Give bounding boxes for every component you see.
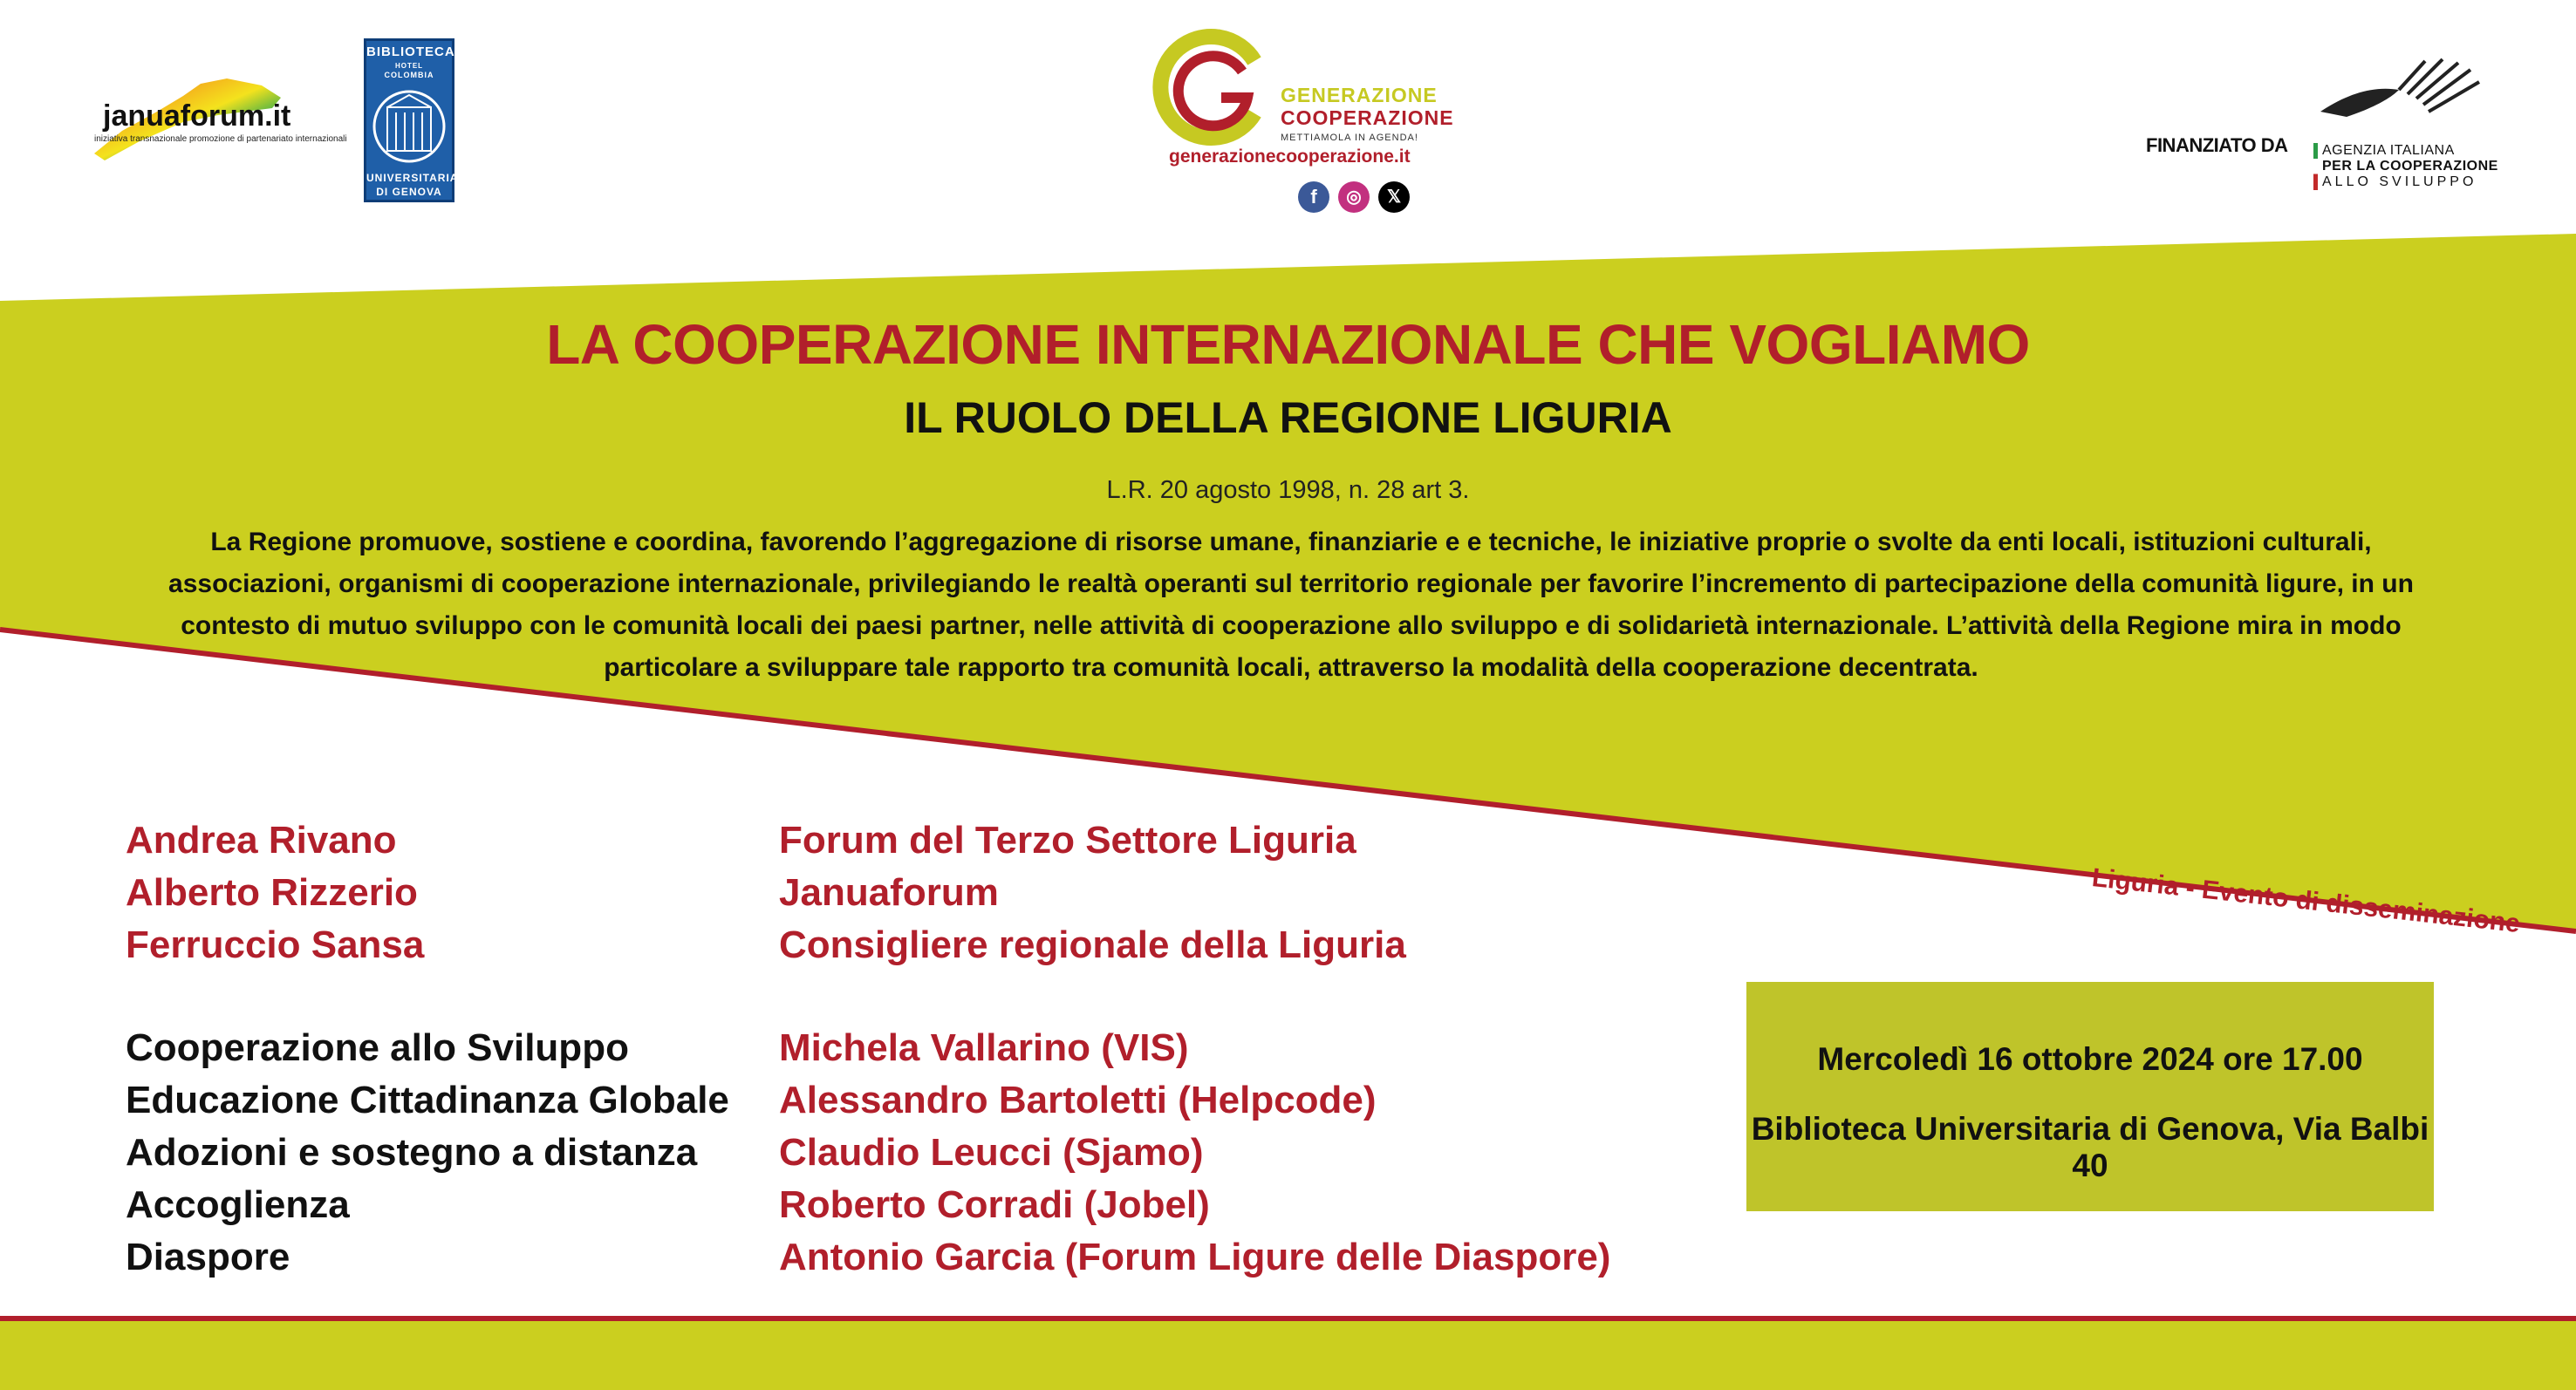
event-tagline: Liguria - Evento di disseminazione bbox=[2090, 863, 2522, 939]
speaker-name: Alberto Rizzerio bbox=[126, 871, 418, 914]
funded-by-label: FINANZIATO DA bbox=[2146, 134, 2288, 156]
biblio-logo-line: COLOMBIA bbox=[384, 71, 434, 79]
building-icon bbox=[366, 83, 452, 170]
speaker-role: Consigliere regionale della Liguria bbox=[779, 923, 1406, 966]
biblio-logo-line: UNIVERSITARIA bbox=[366, 172, 459, 184]
speaker-role: Januaforum bbox=[779, 871, 999, 914]
description-paragraph bbox=[122, 521, 2460, 689]
januaforum-logo-text: januaforum.it bbox=[103, 99, 291, 133]
presenter-list bbox=[779, 1022, 1610, 1284]
speaker-name: Ferruccio Sansa bbox=[126, 923, 425, 966]
speaker-role: Forum del Terzo Settore Liguria bbox=[779, 819, 1356, 862]
biblio-logo-line: DI GENOVA bbox=[376, 186, 442, 198]
gc-logo-line3: METTIAMOLA IN AGENDA! bbox=[1281, 133, 1418, 143]
aics-logo-line2: PER LA COOPERAZIONE bbox=[2322, 159, 2498, 174]
instagram-icon[interactable]: ◎ bbox=[1338, 181, 1370, 213]
gc-logo-line1: GENERAZIONE bbox=[1281, 84, 1438, 106]
aics-logo bbox=[2312, 51, 2498, 190]
presenter-item: Claudio Leucci (Sjamo) bbox=[779, 1131, 1204, 1174]
speaker-roles bbox=[779, 814, 1406, 971]
speaker-names bbox=[126, 814, 424, 971]
presenter-item: Alessandro Bartoletti (Helpcode) bbox=[779, 1079, 1377, 1121]
paragraph-line: La Regione promuove, sostiene e coordina, favorendo l’aggregazione di risorse umane, finanziarie e e tecniche, le iniziative proprie o svolte da enti locali, istituzioni culturali, bbox=[210, 528, 2372, 556]
januaforum-logo-subtitle: iniziativa transnazionale promozione di partenariato internazionali bbox=[94, 134, 347, 144]
italian-flag-stripe bbox=[2313, 143, 2318, 190]
dove-icon bbox=[2312, 51, 2486, 138]
paragraph-line: associazioni, organismi di cooperazione internazionale, privilegiando le realtà operanti sul territorio regionale per favorire l’incremento di partecipazione della comunità ligure, in un bbox=[168, 569, 2414, 598]
page-title: LA COOPERAZIONE INTERNAZIONALE CHE VOGLIAMO bbox=[546, 313, 2030, 376]
topic-item: Cooperazione allo Sviluppo bbox=[126, 1026, 629, 1069]
gc-website-link[interactable]: generazionecooperazione.it bbox=[1169, 146, 1411, 167]
presenter-item: Roberto Corradi (Jobel) bbox=[779, 1183, 1210, 1226]
topic-item: Adozioni e sostegno a distanza bbox=[126, 1131, 698, 1174]
aics-logo-line3: ALLO SVILUPPO bbox=[2322, 174, 2477, 189]
facebook-icon[interactable]: f bbox=[1298, 181, 1329, 213]
topic-item: Accoglienza bbox=[126, 1183, 350, 1226]
speaker-name: Andrea Rivano bbox=[126, 819, 397, 862]
biblioteca-universitaria-logo bbox=[364, 38, 459, 202]
gc-logo-line2: COOPERAZIONE bbox=[1281, 106, 1454, 129]
paragraph-line: contesto di mutuo sviluppo con le comunità locali dei paesi partner, nelle attività di cooperazione allo sviluppo e di solidarietà internazionale. L’attività della Regione mira in modo bbox=[181, 611, 2402, 640]
event-date: Mercoledì 16 ottobre 2024 ore 17.00 bbox=[1817, 1041, 2363, 1077]
footer-band bbox=[0, 1318, 2576, 1390]
januaforum-logo bbox=[87, 70, 347, 166]
generazione-cooperazione-logo bbox=[1151, 26, 1454, 174]
biblio-logo-line: BIBLIOTECA bbox=[366, 44, 455, 59]
paragraph-line: particolare a sviluppare tale rapporto tra comunità locali, attraverso la modalità della cooperazione decentrata. bbox=[604, 653, 1978, 682]
x-icon[interactable]: 𝕏 bbox=[1378, 181, 1410, 213]
presenter-item: Antonio Garcia (Forum Ligure delle Diaspore) bbox=[779, 1236, 1611, 1278]
event-venue: Biblioteca Universitaria di Genova, Via Balbi 40 bbox=[1751, 1111, 2429, 1183]
legal-reference: L.R. 20 agosto 1998, n. 28 art 3. bbox=[1106, 476, 1470, 504]
page-subtitle: IL RUOLO DELLA REGIONE LIGURIA bbox=[904, 393, 1672, 442]
presenter-item: Michela Vallarino (VIS) bbox=[779, 1026, 1189, 1069]
topic-item: Diaspore bbox=[126, 1236, 290, 1278]
biblio-logo-line: HOTEL bbox=[394, 62, 424, 70]
gc-mark-icon bbox=[1151, 26, 1274, 148]
topic-item: Educazione Cittadinanza Globale bbox=[126, 1079, 729, 1121]
aics-logo-line1: AGENZIA ITALIANA bbox=[2322, 143, 2455, 158]
topic-list bbox=[126, 1022, 729, 1284]
event-info-box bbox=[1746, 982, 2434, 1211]
